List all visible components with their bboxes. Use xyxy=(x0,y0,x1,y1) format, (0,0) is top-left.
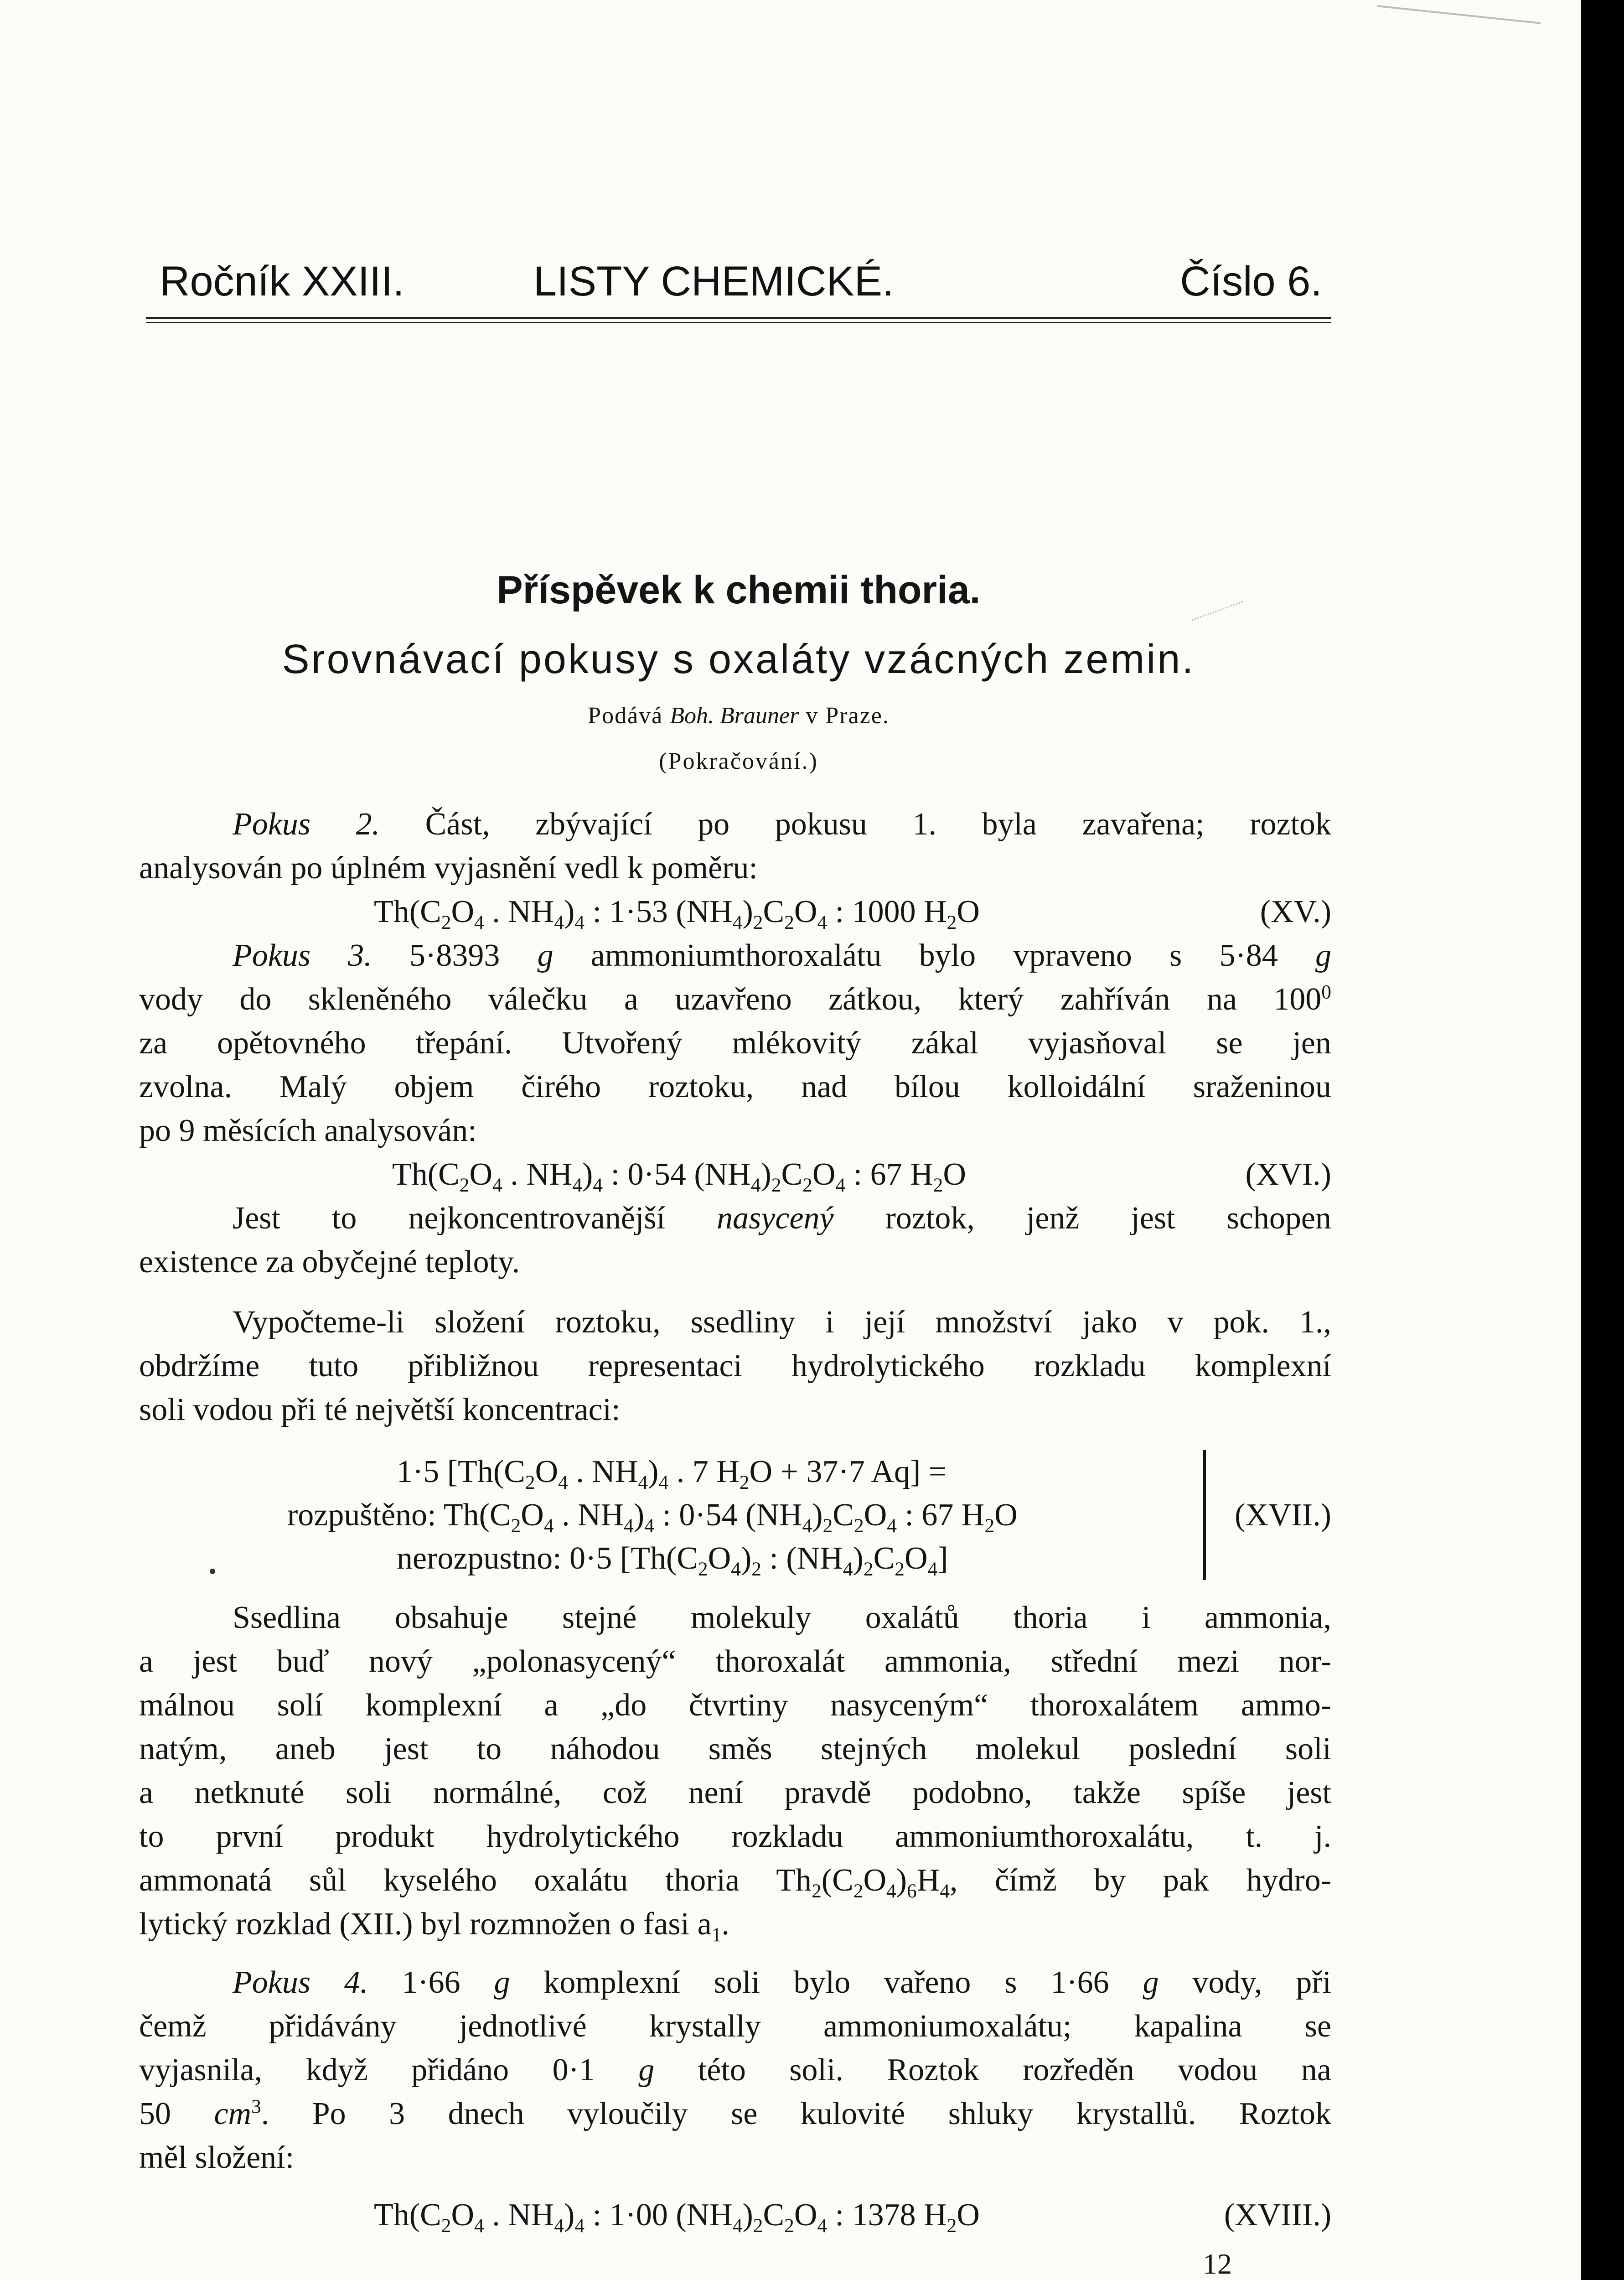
text-line: analysován po úplném vyjasnění vedl k poměru: xyxy=(139,850,758,886)
author-name: Boh. Brauner xyxy=(670,703,799,729)
text-line: lytický rozklad (XII.) byl rozmnožen o fasi $a_1$. xyxy=(139,1907,729,1946)
text-line: a netknuté soli normálné, což není pravdě podobno, takže spíše jest xyxy=(139,1775,1331,1810)
page-number: 12 xyxy=(1203,2248,1232,2280)
text-line: Pokus 4. 1·66 g komplexní soli bylo vařeno s 1·66 g vody, při xyxy=(233,1965,1331,2000)
text-line: měl složení: xyxy=(139,2140,295,2175)
formula-xv: $Th(C_2O_4$ . $NH_4)_4$ : 1·53 $(NH_4)_2C_2O_4$ : 1000 $H_2O$ xyxy=(374,894,980,933)
text-line: Pokus 3. 5·8393 g ammoniumthoroxalátu bylo vpraveno s 5·84 g xyxy=(233,938,1332,973)
header-rule-thin xyxy=(146,322,1331,323)
byline-suffix: v Praze. xyxy=(806,703,890,729)
formula-xvii-line1: 1·5 [$Th(C_2O_4$ . $NH_4)_4$ . 7 $H_2O + 37\cdot 7$ Aq] = xyxy=(397,1454,947,1493)
text-line: vyjasnila, když přidáno 0·1 g této soli. Roztok rozředěn vodou na xyxy=(139,2052,1331,2088)
text-line: soli vodou při té největší koncentraci: xyxy=(139,1392,621,1427)
continuation-note: (Pokračování.) xyxy=(659,748,818,774)
text-line: vody do skleněného válečku a uzavřeno zátkou, který zahříván na $100^0$ xyxy=(139,981,1331,1017)
header-volume: Ročník XXIII. xyxy=(160,258,404,305)
formula-number: (XVIII.) xyxy=(1224,2197,1331,2233)
running-header xyxy=(146,258,1331,312)
formula-xvii-line3: nerozpustno: 0·5 [$Th(C_2O_4)_2$ : $(NH_4)_2C_2O_4$] xyxy=(397,1541,948,1580)
text-line: málnou solí komplexní a „do čtvrtiny nasyceným“ thoroxalátem ammo- xyxy=(139,1688,1331,1723)
header-rule xyxy=(146,317,1331,319)
formula-number: (XV.) xyxy=(1260,894,1331,929)
formula-xvi: $Th(C_2O_4$ . $NH_4)_4$ : 0·54 $(NH_4)_2C_2O_4$ : 67 $H_2O$ xyxy=(392,1157,966,1196)
article-title: Příspěvek k chemii thoria. xyxy=(497,568,981,612)
text-line: Pokus 2. Část, zbývající po pokusu 1. byla zavařena; roztok xyxy=(233,807,1331,842)
text-line: to první produkt hydrolytického rozkladu ammoniumthoroxalátu, t. j. xyxy=(139,1819,1331,1854)
pokus-label: Pokus 2. xyxy=(233,807,380,842)
byline-prefix: Podává xyxy=(588,703,663,729)
text-line: zvolna. Malý objem čirého roztoku, nad bílou kolloidální sraženinou xyxy=(139,1069,1331,1104)
text-line: natým, aneb jest to náhodou směs stejných molekul poslední soli xyxy=(139,1731,1331,1767)
formula-number: (XVI.) xyxy=(1245,1157,1331,1192)
header-issue: Číslo 6. xyxy=(1180,258,1322,305)
text-line: čemž přidávány jednotlivé krystally ammoniumoxalátu; kapalina se xyxy=(139,2009,1331,2044)
text-line: za opětovného třepání. Utvořený mlékovitý zákal vyjasňoval se jen xyxy=(139,1026,1331,1061)
formula-xviii: $Th(C_2O_4$ . $NH_4)_4$ : 1·00 $(NH_4)_2C_2O_4$ : 1378 $H_2O$ xyxy=(374,2197,980,2237)
scan-mark xyxy=(1377,5,1541,24)
text-line: po 9 měsících analysován: xyxy=(139,1113,477,1148)
formula-xvii-line2: rozpuštěno: $Th(C_2O_4$ . $NH_4)_4$ : 0·54 $(NH_4)_2C_2O_4$ : 67 $H_2O$ xyxy=(287,1498,1018,1537)
text-line: a jest buď nový „polonasycený“ thoroxalát ammonia, střední mezi nor- xyxy=(139,1644,1331,1679)
formula-number: (XVII.) xyxy=(1235,1498,1331,1533)
text-line: obdržíme tuto přibližnou representaci hydrolytického rozkladu komplexní xyxy=(139,1348,1331,1384)
text-line: Ssedlina obsahuje stejné molekuly oxalátů thoria i ammonia, xyxy=(233,1600,1331,1635)
article-subtitle: Srovnávací pokusy s oxaláty vzácných zemin. xyxy=(282,637,1195,682)
byline xyxy=(146,702,1331,729)
text-line: 50 $cm^3$. Po 3 dnech vyloučily se kulovité shluky krystallů. Roztok xyxy=(139,2095,1332,2131)
header-journal: LISTY CHEMICKÉ. xyxy=(533,258,894,305)
text-line: existence za obyčejné teploty. xyxy=(139,1244,520,1280)
text-line: Jest to nejkoncentrovanější nasycený roztok, jenž jest schopen xyxy=(233,1201,1331,1236)
scan-dot xyxy=(210,1569,215,1574)
text-line: Vypočteme-li složení roztoku, ssedliny i její množství jako v pok. 1., xyxy=(233,1305,1331,1340)
text-line: ammonatá sůl kyselého oxalátu thoria $Th_2(C_2O_4)_6H_4$, čímž by pak hydro- xyxy=(139,1863,1331,1902)
